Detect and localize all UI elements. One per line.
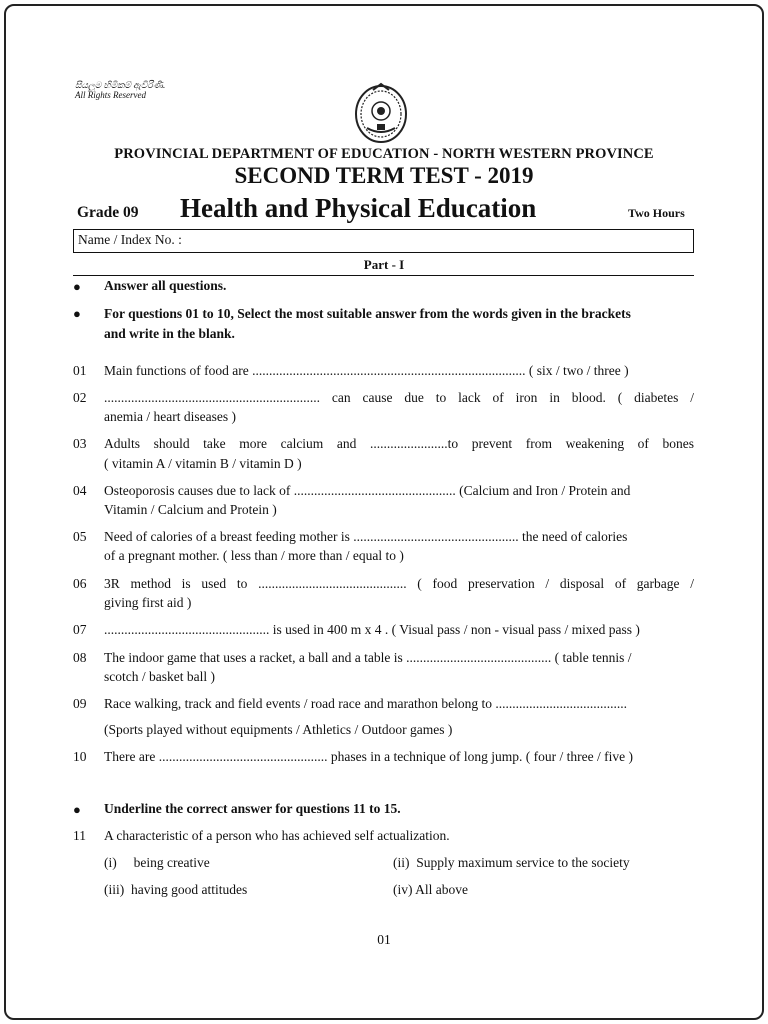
instruction-select-line1: For questions 01 to 10, Select the most suitable answer from the words given in the brackets [104,306,631,321]
question-number: 03 [73,436,87,451]
question-08-line1: The indoor game that uses a racket, a ball and a table is ........................................... ( table tennis / [104,650,632,665]
question-09-line2: (Sports played without equipments / Athletics / Outdoor games ) [104,722,453,737]
question-number: 08 [73,650,87,665]
rights-english: All Rights Reserved [75,90,146,100]
question-06-line2: giving first aid ) [104,595,192,610]
question-number: 02 [73,390,87,405]
question-03-line2: ( vitamin A / vitamin B / vitamin D ) [104,456,302,471]
question-number: 01 [73,363,87,378]
question-04-line1: Osteoporosis causes due to lack of ................................................ (Calcium and Iron / Protein and [104,483,631,498]
question-08-line2: scotch / basket ball ) [104,669,215,684]
question-number: 09 [73,696,87,711]
part-heading: Part - I [363,257,405,272]
question-number: 11 [73,828,86,843]
page-number: 01 [377,932,391,947]
question-number: 06 [73,576,87,591]
question-11-option-2[interactable]: (ii) Supply maximum service to the society [393,855,630,870]
name-index-label: Name / Index No. : [78,232,182,247]
duration-label: Two Hours [628,206,685,220]
question-09-line1: Race walking, track and field events / road race and marathon belong to ....................................... [104,696,627,711]
subject-title: Health and Physical Education [180,193,537,223]
instruction-answer-all: Answer all questions. [104,278,227,293]
question-05-line2: of a pregnant mother. ( less than / more than / equal to ) [104,548,404,563]
question-02-line1: ................................................................ can cause due to lack of iron in blood. ( diabetes / [104,390,694,405]
question-01-text: Main functions of food are ................................................................................. ( six / two / three ) [104,363,629,378]
question-07-text: ................................................. is used in 400 m x 4 . ( Visual pass / non - visual pass / mixed pass ) [104,622,640,637]
bullet-icon: ● [73,279,81,294]
instruction-select-line2: and write in the blank. [104,326,235,341]
question-number: 04 [73,483,87,498]
question-number: 10 [73,749,87,764]
bullet-icon: ● [73,802,81,817]
rights-sinhala: සියලුම හිමිකම් ඇවිරිණි. [75,80,166,90]
name-index-field[interactable] [73,229,694,253]
emblem-logo-icon [353,80,409,144]
question-04-line2: Vitamin / Calcium and Protein ) [104,502,277,517]
question-02-line2: anemia / heart diseases ) [104,409,236,424]
question-10-text: There are .................................................. phases in a technique of long jump. ( four / three / five ) [104,749,633,764]
copyright-notice [75,80,165,100]
question-11-option-1[interactable]: (i) being creative [104,855,210,870]
grade-label: Grade 09 [77,204,139,221]
term-test-title: SECOND TERM TEST - 2019 [234,163,534,188]
department-heading: PROVINCIAL DEPARTMENT OF EDUCATION - NORTH WESTERN PROVINCE [114,146,654,162]
question-11-option-4[interactable]: (iv) All above [393,882,468,897]
question-03-line1: Adults should take more calcium and .......................to prevent from weakening of bones [104,436,694,451]
question-number: 07 [73,622,87,637]
question-11-option-3[interactable]: (iii) having good attitudes [104,882,248,897]
question-05-line1: Need of calories of a breast feeding mother is ................................................. the need of calories [104,529,628,544]
question-06-line1: 3R method is used to ............................................ ( food preservation / disposal of garbage / [104,576,694,591]
bullet-icon: ● [73,306,81,321]
question-11-stem: A characteristic of a person who has achieved self actualization. [104,828,450,843]
question-number: 05 [73,529,87,544]
instruction-underline: Underline the correct answer for questions 11 to 15. [104,801,401,816]
